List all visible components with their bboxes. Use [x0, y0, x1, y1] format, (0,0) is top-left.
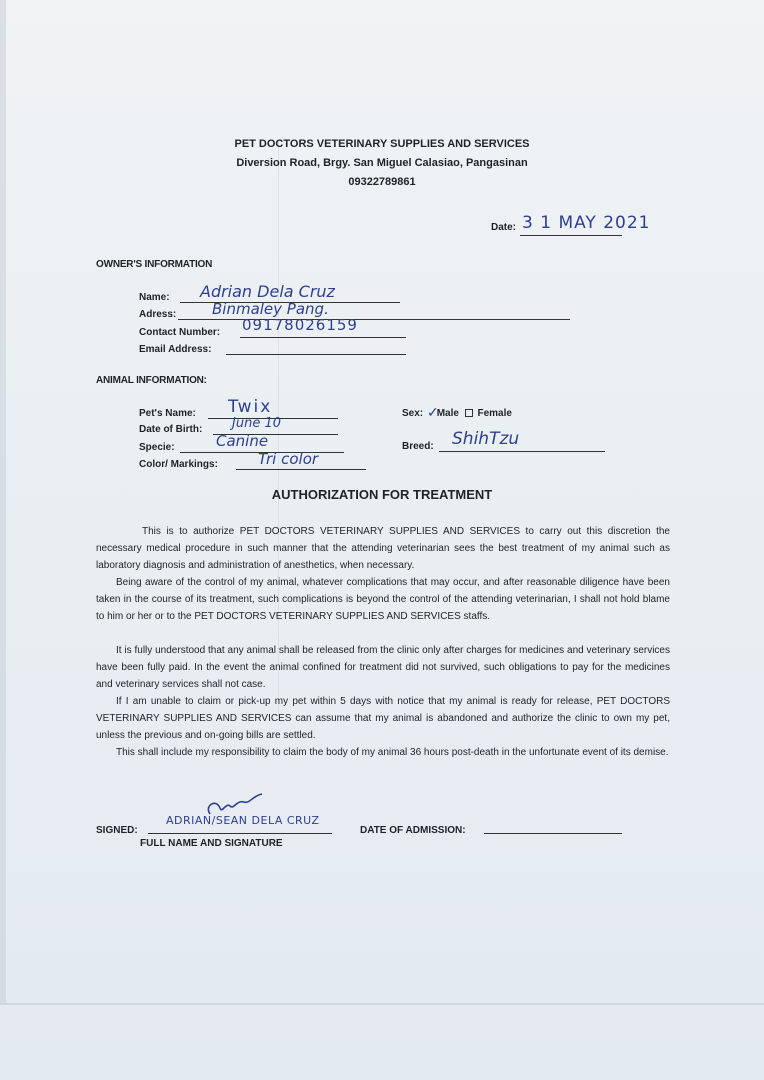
owner-contact-value: 09178026159 — [242, 316, 358, 334]
specie-value: Canine — [216, 432, 269, 450]
owner-name-value: Adrian Dela Cruz — [200, 282, 335, 301]
breed-label: Breed: — [402, 441, 434, 452]
paragraph-3: It is fully understood that any animal shall be released from the clinic only after charges for medicines and veterinary services have been fully paid. In the event the animal confined for treatment did not survived, such obligations to pay for the medicines and veterinary services shall not case. — [96, 645, 670, 690]
color-line — [236, 469, 366, 470]
breed-value: ShihTzu — [452, 429, 520, 449]
owner-section-title: OWNER'S INFORMATION — [96, 259, 213, 270]
owner-address-value: Binmaley Pang. — [212, 300, 329, 318]
paragraph-5: This shall include my responsibility to claim the body of my animal 36 hours post-death in the unfortunate event of its demise. — [116, 747, 669, 758]
pet-name-label: Pet's Name: — [139, 408, 196, 419]
clinic-phone: 09322789861 — [348, 176, 416, 188]
dob-value: June 10 — [232, 416, 281, 431]
paragraph-1: This is to authorize PET DOCTORS VETERINARY SUPPLIES AND SERVICES to carry out this discretion the necessary medical procedure in such manner that the attending veterinarian sees the best treatment of my animal such as laboratory diagnosis and administration of anesthetics, when necessary. — [96, 526, 670, 571]
signature-line — [148, 833, 332, 834]
owner-contact-label: Contact Number: — [139, 327, 221, 338]
owner-email-line — [226, 354, 406, 355]
color-value: Tri color — [258, 450, 319, 468]
signature-caption: FULL NAME AND SIGNATURE — [140, 838, 283, 849]
animal-section-title: ANIMAL INFORMATION: — [96, 375, 207, 386]
clinic-name: PET DOCTORS VETERINARY SUPPLIES AND SERVICES — [234, 138, 530, 150]
date-underline — [520, 235, 622, 236]
sex-female-option: Female — [477, 408, 512, 419]
owner-address-label: Adress: — [139, 309, 177, 320]
pet-name-value: Twix — [228, 397, 273, 417]
color-label: Color/ Markings: — [139, 459, 218, 470]
page-shadow-edge — [0, 0, 6, 1005]
admission-date-line — [484, 833, 622, 834]
sex-label: Sex: — [402, 408, 424, 419]
breed-line — [439, 451, 605, 452]
date-value: 3 1 MAY 2021 — [522, 213, 651, 233]
owner-contact-line — [240, 337, 406, 338]
female-checkbox — [465, 409, 473, 417]
male-check-mark-icon: ✓ — [427, 404, 439, 420]
page-bottom-edge — [0, 1003, 764, 1005]
signed-label: SIGNED: — [96, 825, 138, 836]
paragraph-4: If I am unable to claim or pick-up my pet within 5 days with notice that my animal is ready for release, PET DOCTORS VETERINARY SUPPLIES AND SERVICES can assume that my animal is abandoned and authorize the clinic to own my pet, unless the previous and on-going bills are settled. — [96, 696, 670, 741]
sex-male-option: Male — [436, 408, 459, 419]
owner-name-label: Name: — [139, 292, 170, 303]
specie-label: Specie: — [139, 442, 175, 453]
dob-label: Date of Birth: — [139, 424, 203, 435]
owner-address-line — [178, 319, 570, 320]
authorization-title: AUTHORIZATION FOR TREATMENT — [271, 487, 493, 502]
date-label: Date: — [491, 222, 517, 233]
paragraph-2: Being aware of the control of my animal, whatever complications that may occur, and after reasonable diligence have been taken in the course of its treatment, such complications is beyond the control of the attending veterinarian, I shall not hold blame to him or her or to the PET DOCTORS VETERINARY SUPPLIES AND SERVICES staffs. — [96, 577, 670, 622]
signed-name-value: ADRIAN/SEAN DELA CRUZ — [166, 814, 320, 827]
clinic-address: Diversion Road, Brgy. San Miguel Calasiao, Pangasinan — [236, 157, 528, 169]
owner-email-label: Email Address: — [139, 344, 212, 355]
sex-field — [402, 408, 512, 419]
admission-date-label: DATE OF ADMISSION: — [360, 825, 466, 836]
